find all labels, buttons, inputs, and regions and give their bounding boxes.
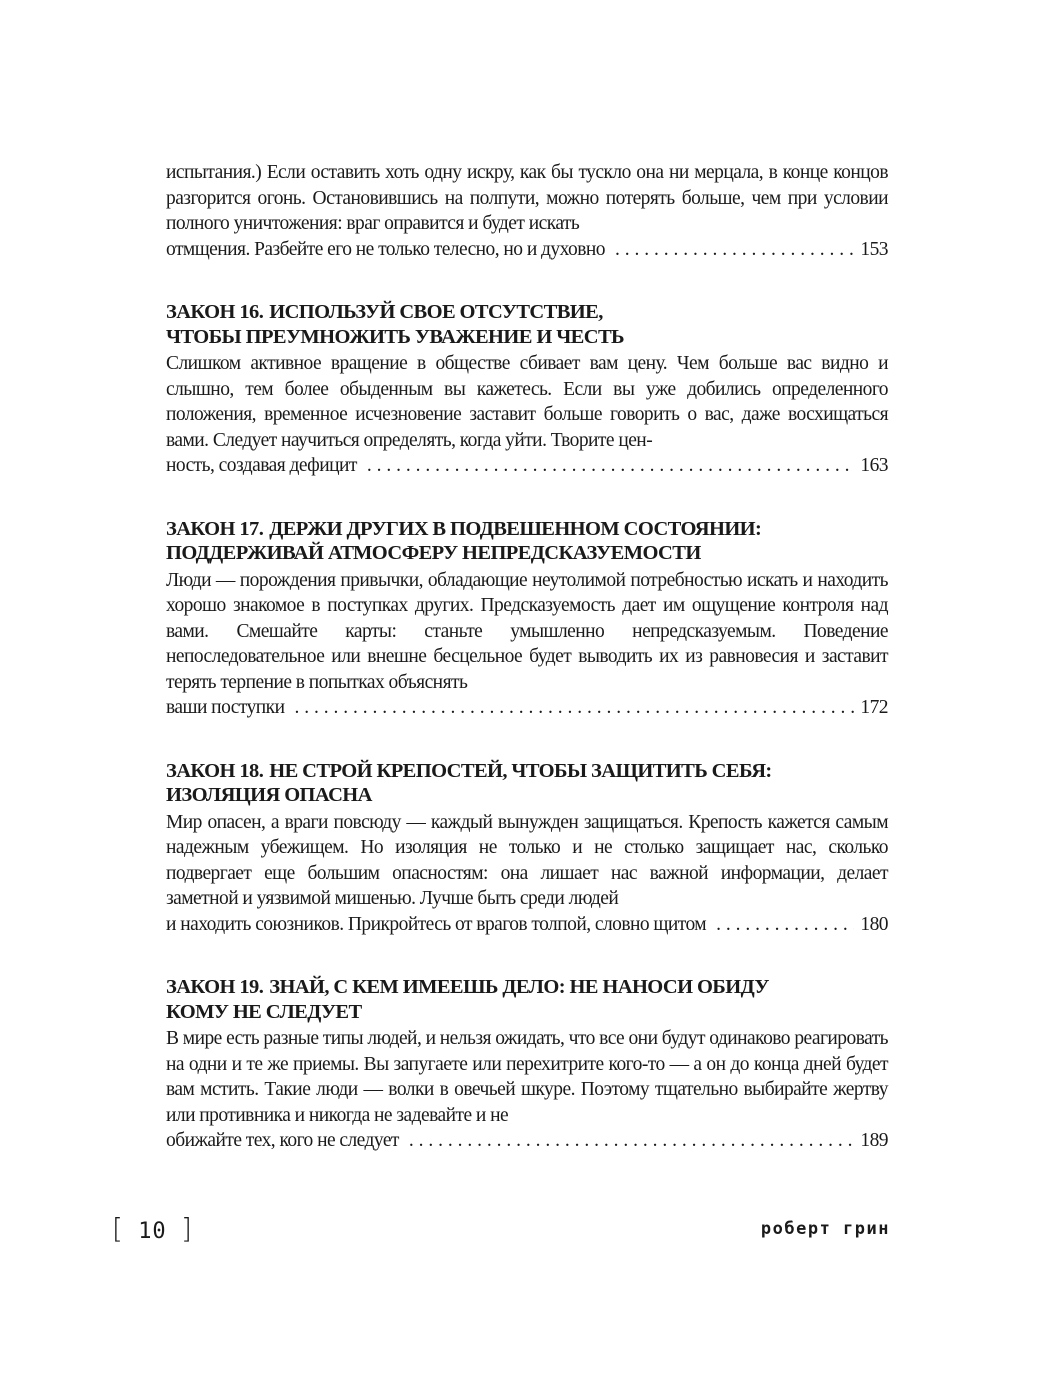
law-number: ЗАКОН 16. (166, 301, 264, 323)
law-title-line-2: ПОДДЕРЖИВАЙ АТМОСФЕРУ НЕПРЕДСКАЗУЕМОСТИ (166, 542, 701, 564)
page-reference[interactable]: 172 (860, 697, 888, 718)
law-summary: Слишком активное вращение в обществе сбивает вам цену. Чем больше вас видно и слышно, тем более обыденным вы кажетесь. Если вы уже добились определенного положения, временное исчезновение заставит больше говорить о вас, даже восхищаться вами. Следует научиться определять, когда уйти. Творите цен- (166, 353, 888, 451)
law-title (166, 759, 888, 808)
law-last-text: и находить союзников. Прикройтесь от врагов толпой, словно щитом (166, 913, 707, 935)
law-title-line-2: ЧТОБЫ ПРЕУМНОЖИТЬ УВАЖЕНИЕ И ЧЕСТЬ (166, 325, 624, 348)
law-last-line (166, 695, 888, 721)
law-number: ЗАКОН 17. (166, 517, 264, 540)
law-last-text: ность, создавая дефицит (166, 455, 357, 476)
dot-leader (409, 1128, 854, 1154)
dot-leader (367, 453, 854, 479)
toc-continuation (166, 160, 888, 262)
law-title-line-1: НЕ СТРОЙ КРЕПОСТЕЙ, ЧТОБЫ ЗАЩИТИТЬ СЕБЯ: (269, 759, 772, 782)
toc-entry-law-18[interactable] (166, 759, 888, 938)
toc-entry-law-17[interactable] (166, 517, 888, 721)
page-reference[interactable]: 189 (860, 1130, 888, 1151)
folio-bracket-close: ] (180, 1212, 193, 1245)
running-head-author: роберт грин (760, 1218, 890, 1239)
law-title-line-1: ЗНАЙ, С КЕМ ИМЕЕШЬ ДЕЛО: НЕ НАНОСИ ОБИДУ (269, 976, 769, 998)
law-title-line-2: ИЗОЛЯЦИЯ ОПАСНА (166, 784, 372, 806)
page-number: 10 (138, 1219, 167, 1244)
law-last-text: ваши поступки (166, 697, 285, 718)
law-number: ЗАКОН 18. (166, 759, 264, 782)
law-title-line-2: КОМУ НЕ СЛЕДУЕТ (166, 1000, 362, 1023)
law-title-line-1: ДЕРЖИ ДРУГИХ В ПОДВЕШЕННОМ СОСТОЯНИИ: (269, 517, 762, 540)
toc-entry-law-19[interactable] (166, 975, 888, 1154)
continuation-last-line (166, 237, 888, 263)
law-title (166, 517, 888, 566)
law-last-line (166, 912, 888, 938)
law-title (166, 975, 888, 1024)
toc-entry-law-16[interactable] (166, 300, 888, 479)
law-last-line (166, 453, 888, 479)
dot-leader (716, 912, 854, 938)
page-reference: 153 (860, 238, 888, 260)
law-title (166, 300, 888, 349)
continuation-text: испытания.) Если оставить хоть одну искру, как бы тускло она ни мерцала, в конце концов разгорится огонь. Остановившись на полпути, можно потерять больше, чем при условии полного уничтожения: враг оправится и будет искать (166, 162, 888, 234)
law-summary: Люди — порождения привычки, обладающие неутолимой потребностью искать и находить хорошо знакомое в поступках других. Предсказуемость дает им ощущение контроля над вами. Смешайте карты: станьте умышленно непредсказуемым. Поведение непоследовательное или внешне бесцельное будет выводить их из равновесия и заставит терять терпение в попытках объяснять (166, 569, 888, 693)
dot-leader (294, 695, 854, 721)
law-last-line (166, 1128, 888, 1154)
dot-leader (615, 237, 854, 263)
page-footer (112, 1212, 890, 1245)
page-reference[interactable]: 163 (860, 455, 888, 476)
continuation-last-text: отмщения. Разбейте его не только телесно, но и духовно (166, 238, 606, 260)
law-summary: В мире есть разные типы людей, и нельзя ожидать, что все они будут одинаково реагировать на одни и те же приемы. Вы запугаете или перехитрите кого-то — а он до конца дней будет вам мстить. Такие люди — волки в овечьей шкуре. Поэтому тщательно выбирайте жертву или противника и никогда не задевайте и не (166, 1028, 889, 1126)
toc-content (166, 160, 888, 1154)
law-title-line-1: ИСПОЛЬЗУЙ СВОЕ ОТСУТСТВИЕ, (269, 301, 603, 323)
law-last-text: обижайте тех, кого не следует (166, 1130, 399, 1151)
page-reference[interactable]: 180 (860, 913, 888, 935)
folio (112, 1212, 193, 1245)
law-number: ЗАКОН 19. (166, 976, 264, 998)
law-summary: Мир опасен, а враги повсюду — каждый вынужден защищаться. Крепость кажется самым надежным убежищем. Но изоляция не только и не столько защищает нас, сколько подвергает еще большим опасностям: она лишает нас важной информации, делает заметной и уязвимой мишенью. Лучше быть среди людей (166, 811, 888, 909)
folio-bracket-open: [ (112, 1212, 124, 1245)
